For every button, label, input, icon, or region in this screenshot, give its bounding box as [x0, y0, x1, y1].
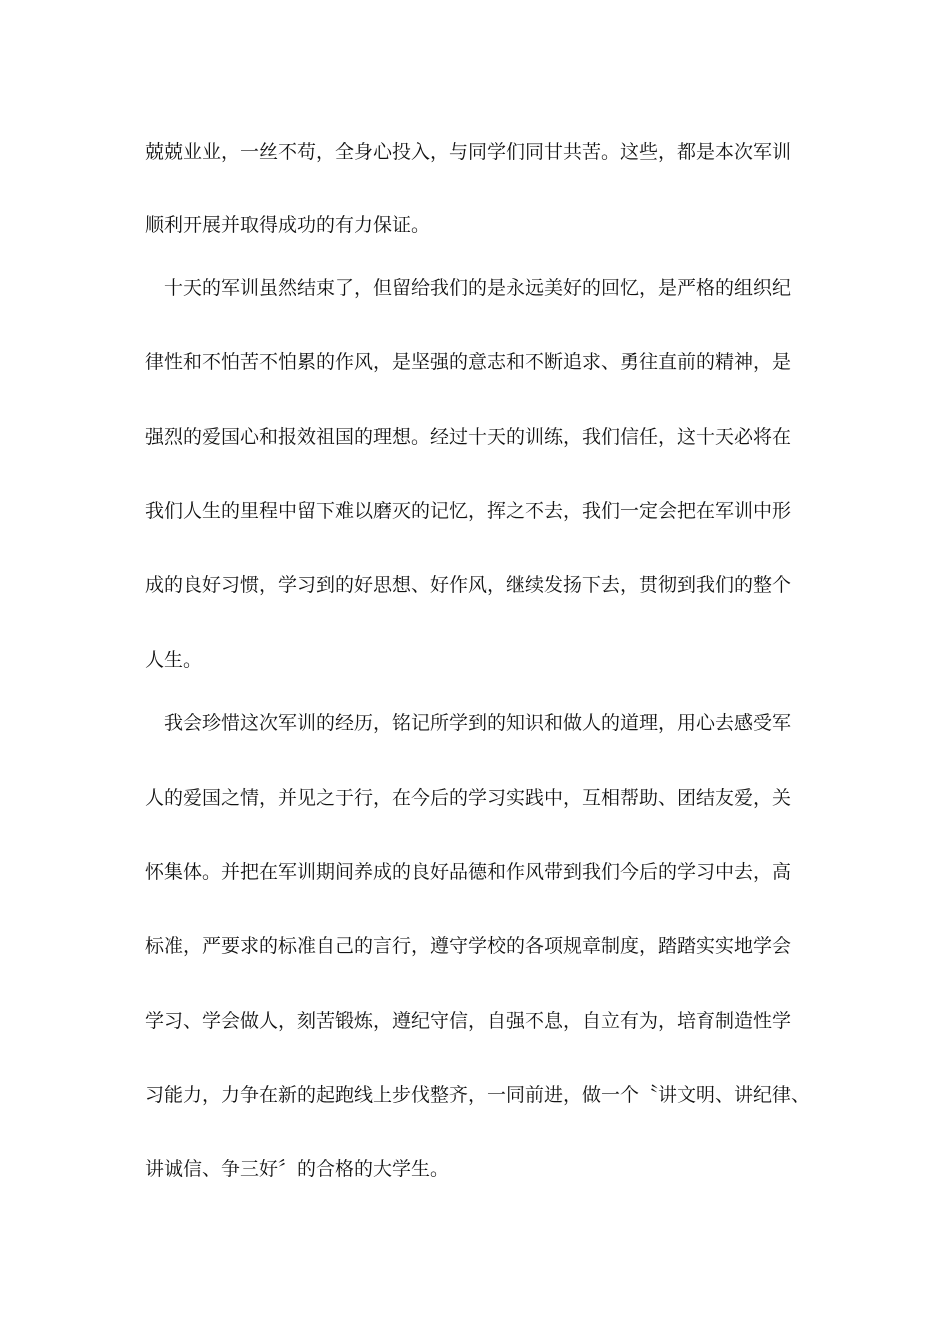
text-line-2: 顺利开展并取得成功的有力保证。: [145, 214, 431, 236]
paragraph-3-line-6: 习能力，力争在新的起跑线上步伐整齐，一同前进，做一个〝讲文明、讲纪律、: [145, 1084, 811, 1106]
paragraph-2-line-2: 律性和不怕苦不怕累的作风，是坚强的意志和不断追求、勇往直前的精神，是: [145, 351, 792, 373]
paragraph-3-line-4: 标准，严要求的标准自己的言行，遵守学校的各项规章制度，踏踏实实地学会: [145, 935, 792, 957]
paragraph-3-line-3: 怀集体。并把在军训期间养成的良好品德和作风带到我们今后的学习中去，高: [145, 861, 792, 883]
paragraph-2-line-4: 我们人生的里程中留下难以磨灭的记忆，挥之不去，我们一定会把在军训中形: [145, 500, 792, 522]
paragraph-2-line-6: 人生。: [145, 649, 203, 671]
paragraph-2-line-3: 强烈的爱国心和报效祖国的理想。经过十天的训练，我们信任，这十天必将在: [145, 426, 792, 448]
paragraph-3-line-2: 人的爱国之情，并见之于行，在今后的学习实践中，互相帮助、团结友爱，关: [145, 787, 792, 809]
text-line-1: 兢兢业业，一丝不苟，全身心投入，与同学们同甘共苦。这些，都是本次军训: [145, 141, 792, 163]
paragraph-3-line-1: 我会珍惜这次军训的经历，铭记所学到的知识和做人的道理，用心去感受军: [164, 712, 792, 734]
paragraph-3-line-7: 讲诚信、争三好〞的合格的大学生。: [145, 1158, 450, 1180]
paragraph-2-line-5: 成的良好习惯，学习到的好思想、好作风，继续发扬下去，贯彻到我们的整个: [145, 574, 792, 596]
paragraph-2-line-1: 十天的军训虽然结束了，但留给我们的是永远美好的回忆，是严格的组织纪: [164, 277, 792, 299]
paragraph-3-line-5: 学习、学会做人，刻苦锻炼，遵纪守信，自强不息，自立有为，培育制造性学: [145, 1010, 792, 1032]
